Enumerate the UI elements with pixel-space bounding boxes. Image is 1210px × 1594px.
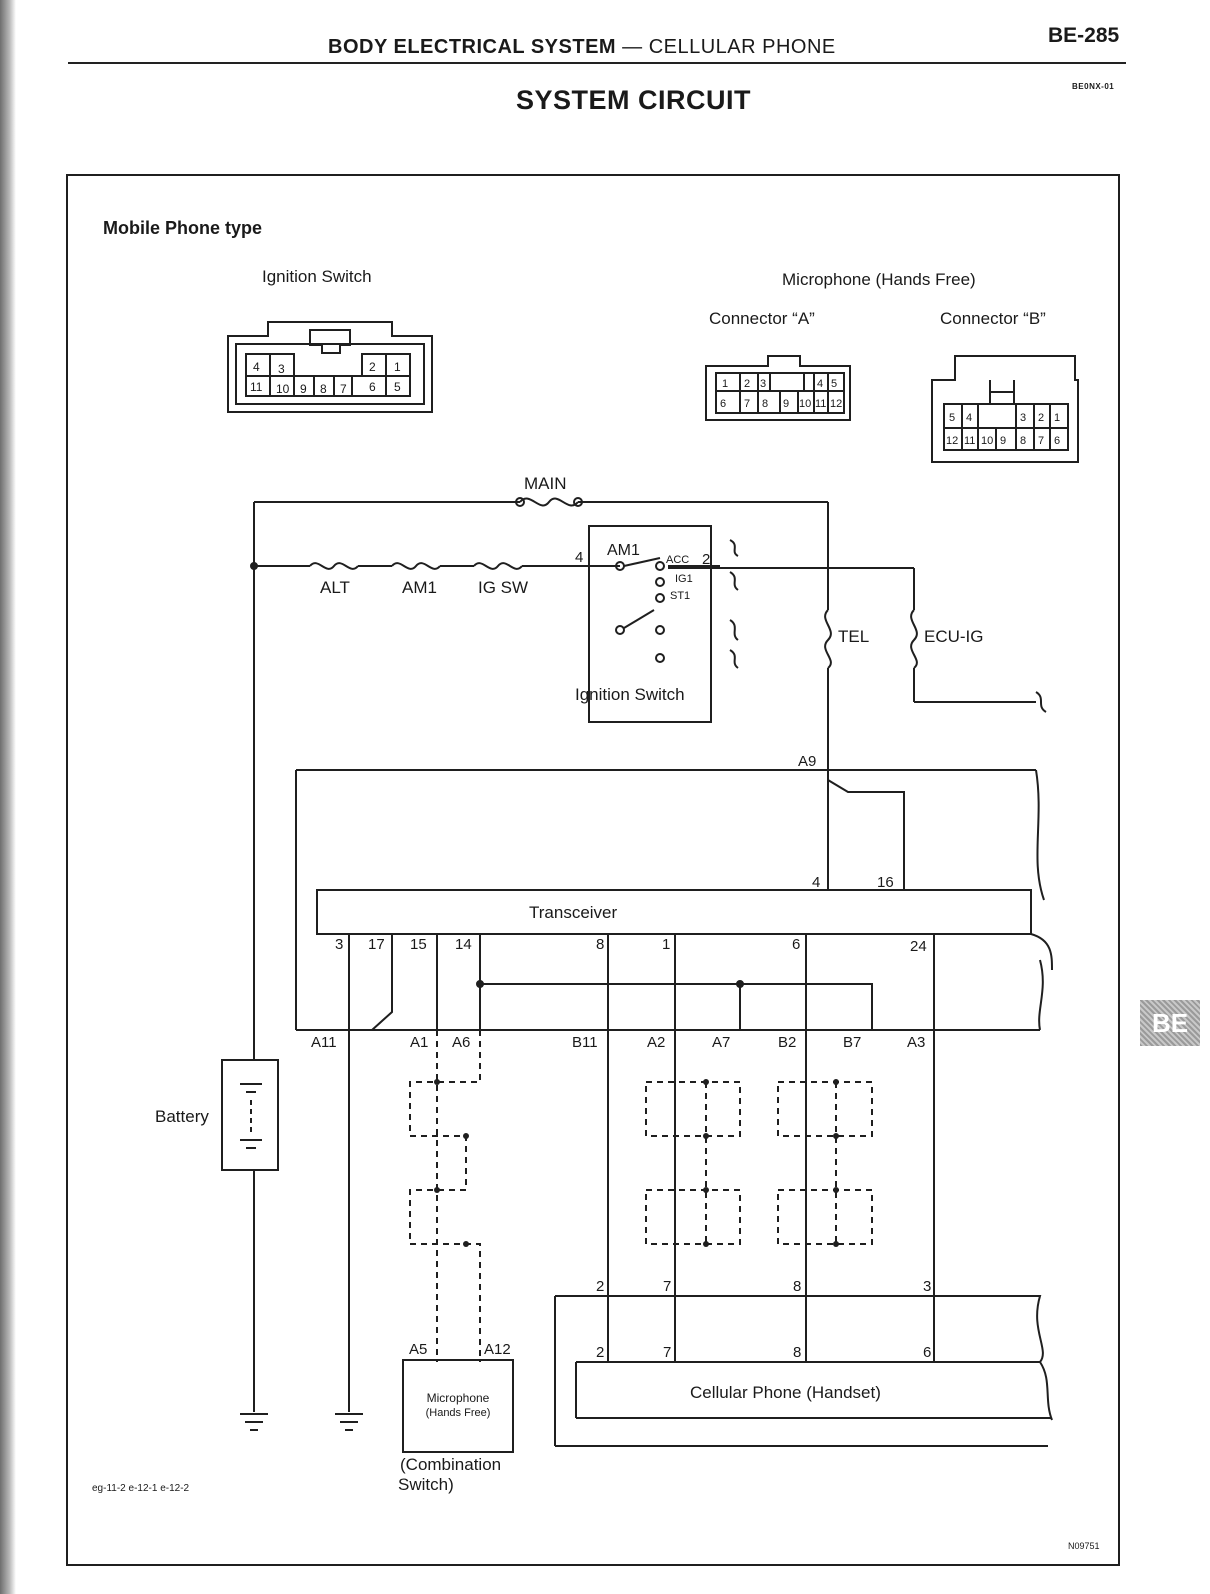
acc-contact-label: ACC bbox=[666, 554, 690, 566]
pin-label: 14 bbox=[455, 936, 472, 953]
pin-label: B11 bbox=[572, 1034, 598, 1051]
pin-label: 4 bbox=[817, 378, 824, 390]
am1-contact-label: AM1 bbox=[607, 542, 640, 559]
pin-label: A1 bbox=[410, 1034, 429, 1051]
pin-label: A12 bbox=[484, 1341, 511, 1358]
pin-label: 2 bbox=[744, 378, 751, 390]
pin-label: 5 bbox=[949, 412, 956, 424]
pin-label: 2 bbox=[369, 360, 376, 374]
pin-label: 3 bbox=[335, 936, 344, 953]
fuse-alt-label: ALT bbox=[320, 578, 350, 597]
ig1-contact-label: IG1 bbox=[675, 573, 693, 585]
pin-label: 7 bbox=[744, 398, 751, 410]
header-subtitle: — CELLULAR PHONE bbox=[616, 36, 836, 58]
pin-label: 11 bbox=[964, 435, 976, 447]
pin-label: 10 bbox=[799, 398, 812, 410]
diagram-frame bbox=[67, 175, 1119, 1565]
pin-label: 5 bbox=[831, 378, 838, 390]
pin-label: 4 bbox=[253, 360, 260, 374]
pin-label: 9 bbox=[300, 382, 307, 396]
pin-label: 11 bbox=[250, 380, 263, 394]
be-section-tab[interactable]: BE bbox=[1140, 1000, 1200, 1046]
pin-label: 3 bbox=[923, 1278, 932, 1295]
mic-connectors-title: Microphone (Hands Free) bbox=[782, 270, 976, 289]
pin-label: B7 bbox=[843, 1034, 862, 1051]
pin-label: 6 bbox=[369, 380, 376, 394]
pin-label: 11 bbox=[815, 398, 827, 410]
pin-label: A5 bbox=[409, 1341, 428, 1358]
pin-label: 12 bbox=[830, 398, 843, 410]
pin-label: 8 bbox=[596, 936, 605, 953]
pin-label: 24 bbox=[910, 938, 927, 955]
pin-label: 6 bbox=[1054, 435, 1061, 447]
pin-label: 4 bbox=[812, 874, 821, 891]
page-number: BE-285 bbox=[1048, 24, 1120, 47]
transceiver-box bbox=[296, 770, 1052, 1030]
pin-label: A3 bbox=[907, 1034, 926, 1051]
pin-label: 1 bbox=[394, 360, 401, 374]
pin-label: 6 bbox=[720, 398, 727, 410]
pin-label: 2 bbox=[1038, 412, 1045, 424]
ground-wiring bbox=[240, 1030, 363, 1430]
pin-label: 2 bbox=[596, 1278, 605, 1295]
header-main-title: BODY ELECTRICAL SYSTEM bbox=[328, 36, 617, 58]
pin-label: 8 bbox=[793, 1278, 802, 1295]
pin-label: 8 bbox=[1020, 435, 1027, 447]
pin-label: 6 bbox=[923, 1344, 932, 1361]
variant-title: Mobile Phone type bbox=[103, 218, 263, 238]
connector-a-label: Connector “A” bbox=[709, 309, 815, 328]
microphone-labels bbox=[398, 1341, 511, 1494]
fuse-am1-label: AM1 bbox=[402, 578, 437, 597]
pin-label: 8 bbox=[320, 382, 327, 396]
pin-label: 12 bbox=[946, 435, 959, 447]
fuse-ecuig-label: ECU-IG bbox=[924, 627, 984, 646]
pin-label: A9 bbox=[798, 753, 817, 770]
connector-a-pins bbox=[720, 378, 842, 410]
ignition-switch-label: Ignition Switch bbox=[575, 685, 685, 704]
battery-label: Battery bbox=[155, 1107, 209, 1126]
pin-label: 4 bbox=[575, 549, 584, 566]
pin-label: 17 bbox=[368, 936, 385, 953]
shielded-wiring bbox=[410, 1030, 872, 1362]
microphone-caption: (Combination bbox=[400, 1455, 502, 1474]
pin-label: 3 bbox=[760, 378, 767, 390]
pin-label: B2 bbox=[778, 1034, 797, 1051]
pin-label: 9 bbox=[783, 398, 790, 410]
pin-label: 5 bbox=[394, 380, 401, 394]
figure-code: N09751 bbox=[1068, 1541, 1100, 1551]
st1-contact-label: ST1 bbox=[670, 590, 691, 602]
pin-label: 6 bbox=[792, 936, 801, 953]
fuse-tel-label: TEL bbox=[838, 627, 870, 646]
pin-label: 1 bbox=[662, 936, 671, 953]
handset-pin-labels bbox=[596, 1278, 931, 1361]
pin-label: 7 bbox=[663, 1344, 672, 1361]
pin-label: 8 bbox=[762, 398, 769, 410]
transceiver-label: Transceiver bbox=[529, 903, 618, 922]
microphone-caption: Switch) bbox=[398, 1475, 454, 1494]
connector-b-label: Connector “B” bbox=[940, 309, 1046, 328]
cellular-phone-box bbox=[555, 1296, 1052, 1446]
pin-label: 7 bbox=[340, 382, 347, 396]
fuse-igsw-label: IG SW bbox=[478, 578, 529, 597]
microphone-label: Microphone bbox=[426, 1391, 490, 1405]
document-code: BE0NX‑01 bbox=[1072, 82, 1115, 91]
pin-label: 10 bbox=[981, 435, 994, 447]
pin-label: 1 bbox=[1054, 412, 1061, 424]
pin-label: 3 bbox=[278, 362, 285, 376]
pin-label: 15 bbox=[410, 936, 427, 953]
microphone-box bbox=[403, 1360, 513, 1452]
ignition-connector-pins bbox=[250, 360, 401, 396]
pin-label: 16 bbox=[877, 874, 894, 891]
pin-label: 7 bbox=[1038, 435, 1045, 447]
transceiver-labels bbox=[311, 753, 927, 1051]
battery bbox=[222, 1060, 278, 1412]
pin-label: 7 bbox=[663, 1278, 672, 1295]
pin-label: 8 bbox=[793, 1344, 802, 1361]
pin-label: 4 bbox=[966, 412, 973, 424]
pin-label: 1 bbox=[722, 378, 729, 390]
footer-references: eg-11-2 e-12-1 e-12-2 bbox=[92, 1483, 190, 1494]
connector-b-pins bbox=[946, 412, 1060, 447]
microphone-sublabel: (Hands Free) bbox=[425, 1407, 491, 1419]
section-title: SYSTEM CIRCUIT bbox=[516, 85, 752, 115]
pin-label: A11 bbox=[311, 1034, 337, 1051]
pin-label: 10 bbox=[276, 382, 290, 396]
cellular-phone-label: Cellular Phone (Handset) bbox=[690, 1383, 881, 1402]
pin-label: 9 bbox=[1000, 435, 1007, 447]
handset-wiring bbox=[608, 1030, 934, 1362]
ignition-connector-title: Ignition Switch bbox=[262, 267, 372, 286]
pin-label: A7 bbox=[712, 1034, 731, 1051]
pin-label: 2 bbox=[702, 551, 711, 568]
pin-label: A2 bbox=[647, 1034, 666, 1051]
pin-label: 3 bbox=[1020, 412, 1027, 424]
pin-label: 2 bbox=[596, 1344, 605, 1361]
pin-label: A6 bbox=[452, 1034, 471, 1051]
power-wiring bbox=[251, 498, 1046, 1060]
fuse-main-label: MAIN bbox=[524, 474, 567, 493]
